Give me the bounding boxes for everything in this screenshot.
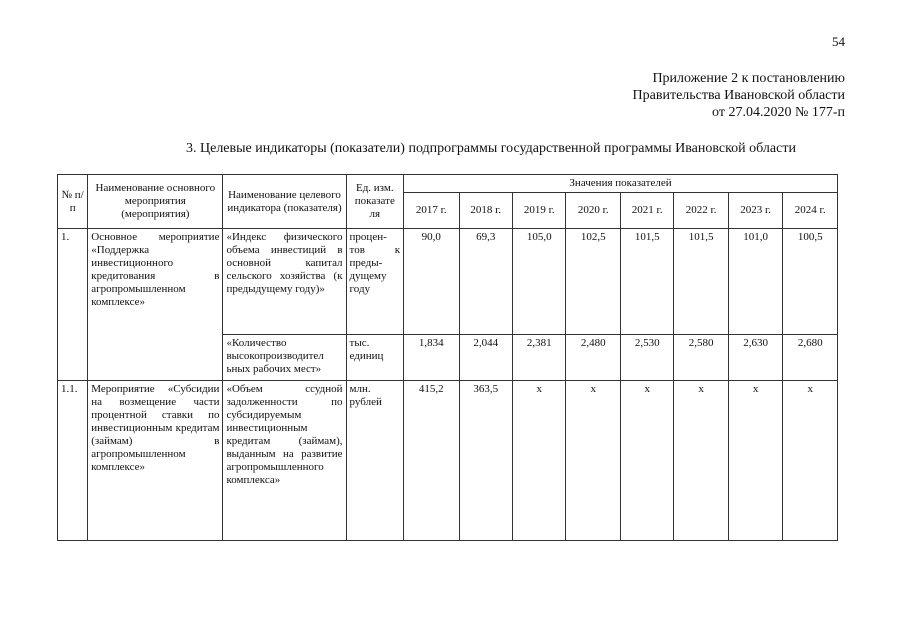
row-value: 2,680: [783, 335, 838, 381]
row-value: x: [620, 381, 673, 541]
row-value: 102,5: [566, 229, 620, 335]
row-value: 101,0: [728, 229, 782, 335]
appendix-line-3: от 27.04.2020 № 177-п: [712, 105, 845, 120]
row-value: 2,381: [513, 335, 566, 381]
row-indicator: «Количество высокопроизводител ьных рабочих мест»: [223, 335, 346, 381]
row-value: 1,834: [404, 335, 459, 381]
header-measure: Наименование основного мероприятия (мероприятия): [88, 175, 223, 229]
table-row: [58, 229, 838, 335]
header-year: 2017 г.: [404, 193, 459, 229]
row-indicator: «Индекс физического объема инвестиций в основной капитал сельского хозяйства (к предыдущему году)»: [223, 229, 346, 335]
row-unit: млн. рублей: [346, 381, 404, 541]
row-value: 100,5: [783, 229, 838, 335]
row-measure: Мероприятие «Субсидии на возмещение части процентной ставки по инвестиционным кредитам (займам) в агропромышленном комплексе»: [88, 381, 223, 541]
row-measure: Основное мероприятие «Поддержка инвестиционного кредитования в агропромышленном комплексе»: [88, 229, 223, 381]
row-value: x: [728, 381, 782, 541]
row-value: 2,044: [459, 335, 512, 381]
row-indicator: «Объем ссудной задолженности по субсидируемым инвестиционным кредитам (займам), выданным на развитие агропромышленного комплекса»: [223, 381, 346, 541]
row-num: 1.1.: [58, 381, 88, 541]
row-value: x: [566, 381, 620, 541]
row-unit: тыс. единиц: [346, 335, 404, 381]
appendix-line-1: Приложение 2 к постановлению: [652, 71, 845, 86]
header-year: 2021 г.: [620, 193, 673, 229]
header-year: 2018 г.: [459, 193, 512, 229]
row-value: 90,0: [404, 229, 459, 335]
header-num: № п/п: [58, 175, 88, 229]
row-value: x: [783, 381, 838, 541]
indicators-table: [57, 174, 838, 541]
header-year: 2024 г.: [783, 193, 838, 229]
table-row: [58, 381, 838, 541]
header-year: 2019 г.: [513, 193, 566, 229]
header-unit: Ед. изм. показате ля: [346, 175, 404, 229]
header-values: Значения показателей: [404, 175, 838, 193]
row-value: 69,3: [459, 229, 512, 335]
row-value: 2,580: [674, 335, 728, 381]
page-number: 54: [832, 34, 845, 49]
document-title: 3. Целевые индикаторы (показатели) подпрограммы государственной программы Ивановской области: [186, 141, 796, 156]
row-value: 363,5: [459, 381, 512, 541]
header-indicator: Наименование целевого индикатора (показателя): [223, 175, 346, 229]
row-value: 101,5: [674, 229, 728, 335]
header-row: [58, 175, 838, 193]
row-num: 1.: [58, 229, 88, 381]
row-value: 2,630: [728, 335, 782, 381]
appendix-header: [633, 70, 845, 121]
appendix-line-2: Правительства Ивановской области: [632, 88, 845, 103]
header-year: 2022 г.: [674, 193, 728, 229]
row-value: 2,480: [566, 335, 620, 381]
row-value: x: [674, 381, 728, 541]
row-value: 105,0: [513, 229, 566, 335]
row-value: 101,5: [620, 229, 673, 335]
row-value: 415,2: [404, 381, 459, 541]
row-value: x: [513, 381, 566, 541]
row-unit: процен-тов к преды-дущему году: [346, 229, 404, 335]
header-year: 2023 г.: [728, 193, 782, 229]
header-year: 2020 г.: [566, 193, 620, 229]
row-value: 2,530: [620, 335, 673, 381]
